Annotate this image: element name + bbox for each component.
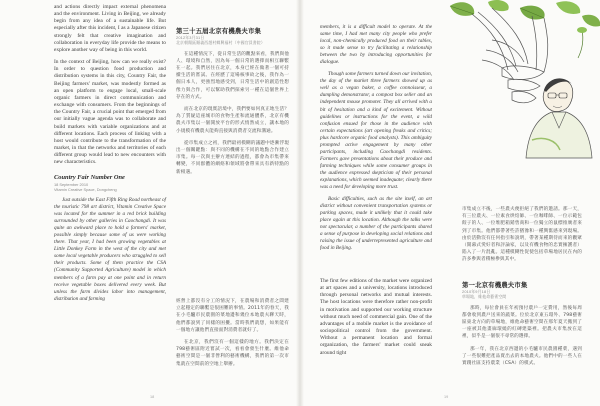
chinese-paragraph: 經營上都沒有分工的情況下，在農場和消費者之間建立起穩定的聯繫是很困難的事情。2011年的春天，我在小毛驢市民農園的菜地邊和幾位本地農夫聊天時，他們都說到了同樣的困擾。當時我們就想，如果能有一個地方讓他們直接面對消費者就好了。 [176, 299, 289, 333]
chinese-event-date: 2010年9月18日 [462, 289, 491, 295]
chinese-event-date: 2012年3月31日 [176, 35, 205, 41]
left-intro-column [54, 4, 166, 303]
chinese-paragraph: 那一年，我在北京西邊的小毛驢市民農園種菜，遇到了一些很難把產品賣出去的本地農夫。他們中的一些人在實踐社區支持農業（CSA）的模式。 [462, 346, 582, 367]
chinese-event-location: 北京朝陽區順義西趙村鄉興福村（中國官員書院） [176, 40, 265, 46]
right-bottom-column [320, 278, 432, 362]
chinese-section-title: 第一北京有機農夫市集 [462, 281, 528, 289]
right-chinese-section [462, 282, 582, 372]
event-location: Vitamin Creative Space, Dongcheng [54, 186, 117, 192]
section-title-country-fair-one: Country Fair Number One [54, 174, 125, 182]
chinese-section-title: 第三十五屆北京有機農夫市集 [176, 27, 262, 35]
intro-paragraph: and actions directly impact external phenomena and the environment. Living in Beijing, we already begin from any idea of a sustainable life. But especially after this incident, I as a Japanese citizen strongly felt that creative imagination and collaboration in everyday life provide the means to explore another way of being in this world. [54, 4, 166, 53]
event-meta [54, 182, 166, 192]
man-portrait-icon [526, 78, 592, 158]
chinese-paragraph: 市集成立不後，一些農夫便拒絕了我們的邀請。那一天，有三位農夫、一位素食烘焙師、一位咖啡師、一位示範包餃子的人、一位堆肥箱銷售商和一位獨立的鼠標推廣者來到了市集。他們都帶著些許猶豫和一種興奮感來到現場。由於活動沒有任何指引和說明，帶著某種期待而來的觀眾（開幕式愛好者和評論家，以及有機食物的忠實擁護者）陷入了一片混亂。這種模糊性促使包括草場地居民在內的許多參與者積極參與其中。 [462, 207, 582, 263]
italic-paragraph: members, it is a difficult model to operate. At the same time, I had met many city people who prefer local, non-chemically produced food on their tables, so it made sense to try facilitating a relationship between the two by introducing opportunities for dialogue. [320, 24, 432, 66]
italic-paragraph: Though some farmers turned down our invitation, the day of the market three farmers showed up as well as a vegan baker, a coffee connoisseur, a dumpling demonstrator, a compost box seller and an independent mouse promoter. They all arrived with a bit of hesitation and a kind of excitement. Without guidelines or instructions for the event, a wild confusion ensued for those in the audience with certain expectations (art opening freaks and critics; plus hardcore organic food analysts). This ambiguity prompted active engagement by many other participants, including Caochangdi residents. Farmers gave presentations about their produce and farming techniques while some consumer groups in the audience expressed skepticism of their personal explanations, which seemed inadequate; clearly there was a need for developing more trust. [320, 71, 432, 191]
chinese-event-meta [176, 35, 289, 45]
chinese-paragraph: 從市集成立之初，我們最初模糊的議題中逐漸浮現出一個關鍵點：與不同的機構在不同的地點合作建立市集。每一次與主辦方連結的過程，都會為市集帶來轉變，不同群體的網絡和領域將會帶來具有新特點的新相遇。 [176, 140, 289, 175]
event-date: 18 September 2010 [54, 181, 89, 187]
chinese-paragraph: 那時，每位會員在年初預付農戶一定費用，然後每周都會收到農戶送來的蔬菜。位於北京東五環外、798藝術區東北方向的草場地，維他命藝術空間在那年夏天搬到了一座被其他畫廊環繞的紅磚建築裡。把農夫市集放在這裡，似乎是一個很不尋常的選擇。 [462, 305, 582, 340]
vegetables-portrait-illustration [432, 0, 600, 190]
italic-paragraph: Basic difficulties, such as the site itself, an art district without convenient transportation systems or parking spaces, made it unlikely that it could take place again at this location. Although the talks were not spectacular, a number of the participants shared a sense of purpose in developing social relations and raising the issue of underrepresented agriculture and food in Beijing. [320, 196, 432, 252]
chinese-paragraph: 在北京，我們沒有一個這樣的地方。我們決定在798藝術區附近嘗試一次，看看會發生什麼。維他命藝術空間是一個非營利的藝術機構，我們的第一次市集就在空間前的空地上舉辦。 [176, 340, 289, 367]
chinese-event-meta [462, 289, 582, 299]
leaf-icon [556, 1, 580, 14]
page-number-right: 19 [444, 395, 449, 399]
vegetable-bunch-icon [502, 66, 544, 103]
sprout-icon [577, 27, 587, 58]
leaf-icon [582, 15, 600, 27]
book-gutter [296, 0, 304, 406]
chinese-paragraph: 而在北京的現實語境中，我們要如何真正地生活？為了質疑這座城市的食物生產和流通體系，北京有機農夫市集以一個開放平台的形式悄然成立，讓本地的小規模有機農夫能夠直接與消費者交流和溝通。 [176, 107, 289, 134]
left-chinese-continuation [176, 298, 289, 373]
right-chinese-block [462, 206, 582, 269]
chinese-paragraph: 在這種情況下，從日常生活的觀點來看，我們與他人、環境和自然，因為每一個日常的選擇而相互聯繫在一起。我們居住在北京，本身已經在做著一個可持續生活的嘗試。在經歷了這場核事故之後，我作為一個日本人，更強烈地感受到，日常生活中的創造性想像力與合作，可以幫助我們探索另一種在這個世界上存在的方式。 [176, 51, 289, 100]
page-number-left: 18 [150, 395, 155, 399]
fair-description: Just outside the East Fifth Ring Road northeast of the touristic 798 art district, Vitamin Creative Space was located for the summer in a red brick building surrounded by other galleries in Caochangdi. It was quite an awkward place to hold a farmers' market, possible simply because some of us were working there. That year, I had been growing vegetables at Little Donkey Farm in the west of the city and met some local vegetable producers who struggled to sell their products. Some of them practice the CSA (Community Supported Agriculture) model in which members of a farm pay at one point and in return receive vegetable boxes delivered every week. But unless the farm divides labor into management, distribution and farming [54, 197, 166, 302]
left-chinese-column [176, 28, 289, 181]
right-italic-column [320, 24, 432, 257]
body-paragraph: The first few editions of the market were organized at art spaces and a university, locations introduced through personal networks and mutual interests. The host locations were therefore rather non-profit in motivation and supported our working structure without much need of commercial gain. One of the advantages of a mobile market is the avoidance of sociopolitical control from the government. Without a permanent location and formal organization, the farmers' market could sneak around tight [320, 278, 432, 356]
leaf-icon [450, 2, 474, 16]
intro-paragraph: In the context of Beijing, how can we really exist? In order to question food production and distribution systems in this city, Country Fair, the Beijing farmers' market, was modestly formed as an open platform to engage local, small-scale organic farmers in direct communication and exchange with consumers. From the beginnings of the Country Fair, a crucial point that emerged from our initially vague agenda was to collaborate and build markets with variable organizations and at different locations. Each process of linking with a host would contribute to the transformation of the market, in that the networks and territories of each different group would lead to new encounters with new characteristics. [54, 59, 166, 166]
chinese-event-location: 草場地，維他命藝術空間 [462, 294, 507, 300]
leaf-icon [488, 0, 509, 11]
